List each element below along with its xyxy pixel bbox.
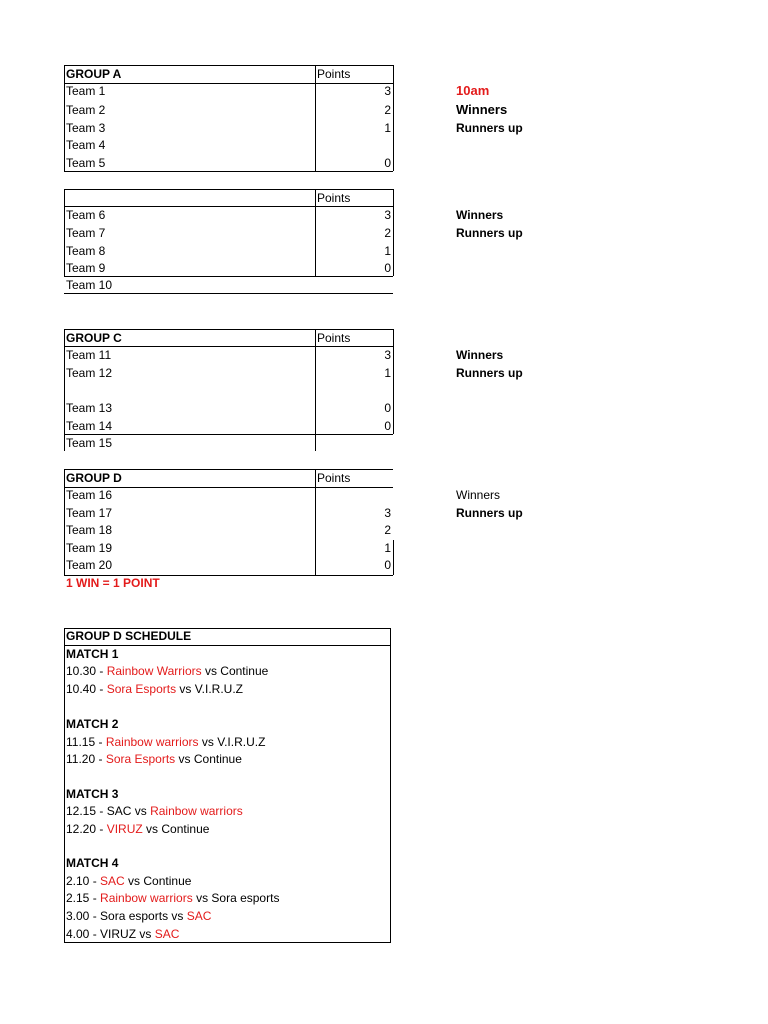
match-label: MATCH 2 — [66, 717, 119, 731]
team-name: Team 9 — [66, 261, 106, 275]
team-name: SAC — [154, 927, 180, 941]
schedule-line: 2.10 - SAC vs Continue — [66, 874, 192, 888]
team-points: 3 — [384, 84, 391, 98]
team-name: Team 10 — [66, 278, 113, 292]
schedule-line: 10.40 - Sora Esports vs V.I.R.U.Z — [66, 682, 243, 696]
group-c-points-header: Points — [317, 331, 351, 345]
team-name: Team 20 — [66, 558, 113, 572]
team-name: Team 13 — [66, 401, 113, 415]
runners-up-note: Runners up — [456, 226, 523, 240]
team-points: 2 — [384, 523, 391, 537]
team-points: 1 — [384, 121, 391, 135]
team-points: 1 — [384, 541, 391, 555]
runners-up-note: Runners up — [456, 366, 523, 380]
team-name: VIRUZ — [100, 927, 137, 941]
team-name: Sora Esports — [106, 682, 177, 696]
team-name: Continue — [220, 664, 269, 678]
group-c-title: GROUP C — [66, 331, 122, 345]
schedule-line: 11.20 - Sora Esports vs Continue — [66, 752, 242, 766]
team-name: Team 11 — [66, 348, 112, 362]
team-name: SAC — [106, 804, 132, 818]
team-name: Team 1 — [66, 84, 106, 98]
team-name: Team 18 — [66, 523, 113, 537]
team-points: 3 — [384, 348, 391, 362]
team-name: Rainbow warriors — [105, 735, 199, 749]
team-points: 3 — [384, 208, 391, 222]
team-name: V.I.R.U.Z — [217, 735, 266, 749]
schedule-line: 11.15 - Rainbow warriors vs V.I.R.U.Z — [66, 735, 266, 749]
schedule-line: 10.30 - Rainbow Warriors vs Continue — [66, 664, 269, 678]
schedule-line: 4.00 - VIRUZ vs SAC — [66, 927, 180, 941]
team-name: SAC — [186, 909, 212, 923]
team-name: V.I.R.U.Z — [194, 682, 243, 696]
schedule-title: GROUP D SCHEDULE — [66, 629, 192, 643]
team-name: Team 8 — [66, 244, 106, 258]
team-name: Continue — [193, 752, 242, 766]
team-name: Sora esports — [100, 909, 169, 923]
team-points: 0 — [384, 419, 391, 433]
team-name: Continue — [161, 822, 210, 836]
team-name: Sora esports — [211, 891, 280, 905]
team-name: Team 12 — [66, 366, 113, 380]
team-points: 0 — [384, 261, 391, 275]
group-d-points-header: Points — [317, 471, 351, 485]
schedule-line: 12.20 - VIRUZ vs Continue — [66, 822, 210, 836]
match-label: MATCH 4 — [66, 856, 119, 870]
team-name: Rainbow warriors — [100, 891, 193, 905]
match-label: MATCH 1 — [66, 647, 119, 661]
match-label: MATCH 3 — [66, 787, 119, 801]
winners-note: Winners — [456, 488, 501, 502]
team-name: Team 14 — [66, 419, 113, 433]
winners-note: Winners — [456, 348, 504, 362]
group-a-points-header: Points — [317, 67, 351, 81]
team-name: Sora Esports — [105, 752, 176, 766]
team-points: 0 — [384, 401, 391, 415]
team-name: Rainbow Warriors — [106, 664, 202, 678]
team-name: Team 5 — [66, 156, 106, 170]
team-name: Rainbow warriors — [150, 804, 243, 818]
team-name: Team 17 — [66, 506, 113, 520]
team-name: Team 2 — [66, 103, 106, 117]
runners-up-note: Runners up — [456, 121, 523, 135]
team-points: 2 — [384, 226, 391, 240]
schedule-line: 3.00 - Sora esports vs SAC — [66, 909, 212, 923]
team-points: 2 — [384, 103, 391, 117]
points-rule-note: 1 WIN = 1 POINT — [66, 576, 160, 590]
group-d-title: GROUP D — [66, 471, 122, 485]
team-name: Team 7 — [66, 226, 106, 240]
runners-up-note: Runners up — [456, 506, 523, 520]
winners-note: Winners — [456, 102, 508, 117]
group-b-points-header: Points — [317, 191, 351, 205]
time-note: 10am — [456, 83, 490, 98]
team-points: 0 — [384, 558, 391, 572]
team-name: Team 16 — [66, 488, 113, 502]
team-points: 3 — [384, 506, 391, 520]
team-name: Team 3 — [66, 121, 106, 135]
schedule-line: 12.15 - SAC vs Rainbow warriors — [66, 804, 243, 818]
team-name: SAC — [100, 874, 125, 888]
winners-note: Winners — [456, 208, 504, 222]
team-points: 1 — [384, 366, 391, 380]
team-name: Team 15 — [66, 436, 113, 450]
team-points: 1 — [384, 244, 391, 258]
schedule-line: 2.15 - Rainbow warriors vs Sora esports — [66, 891, 280, 905]
team-name: Team 19 — [66, 541, 113, 555]
team-points: 0 — [384, 156, 391, 170]
team-name: Team 6 — [66, 208, 106, 222]
team-name: Continue — [143, 874, 192, 888]
group-a-title: GROUP A — [66, 67, 122, 81]
team-name: VIRUZ — [106, 822, 143, 836]
team-name: Team 4 — [66, 138, 106, 152]
